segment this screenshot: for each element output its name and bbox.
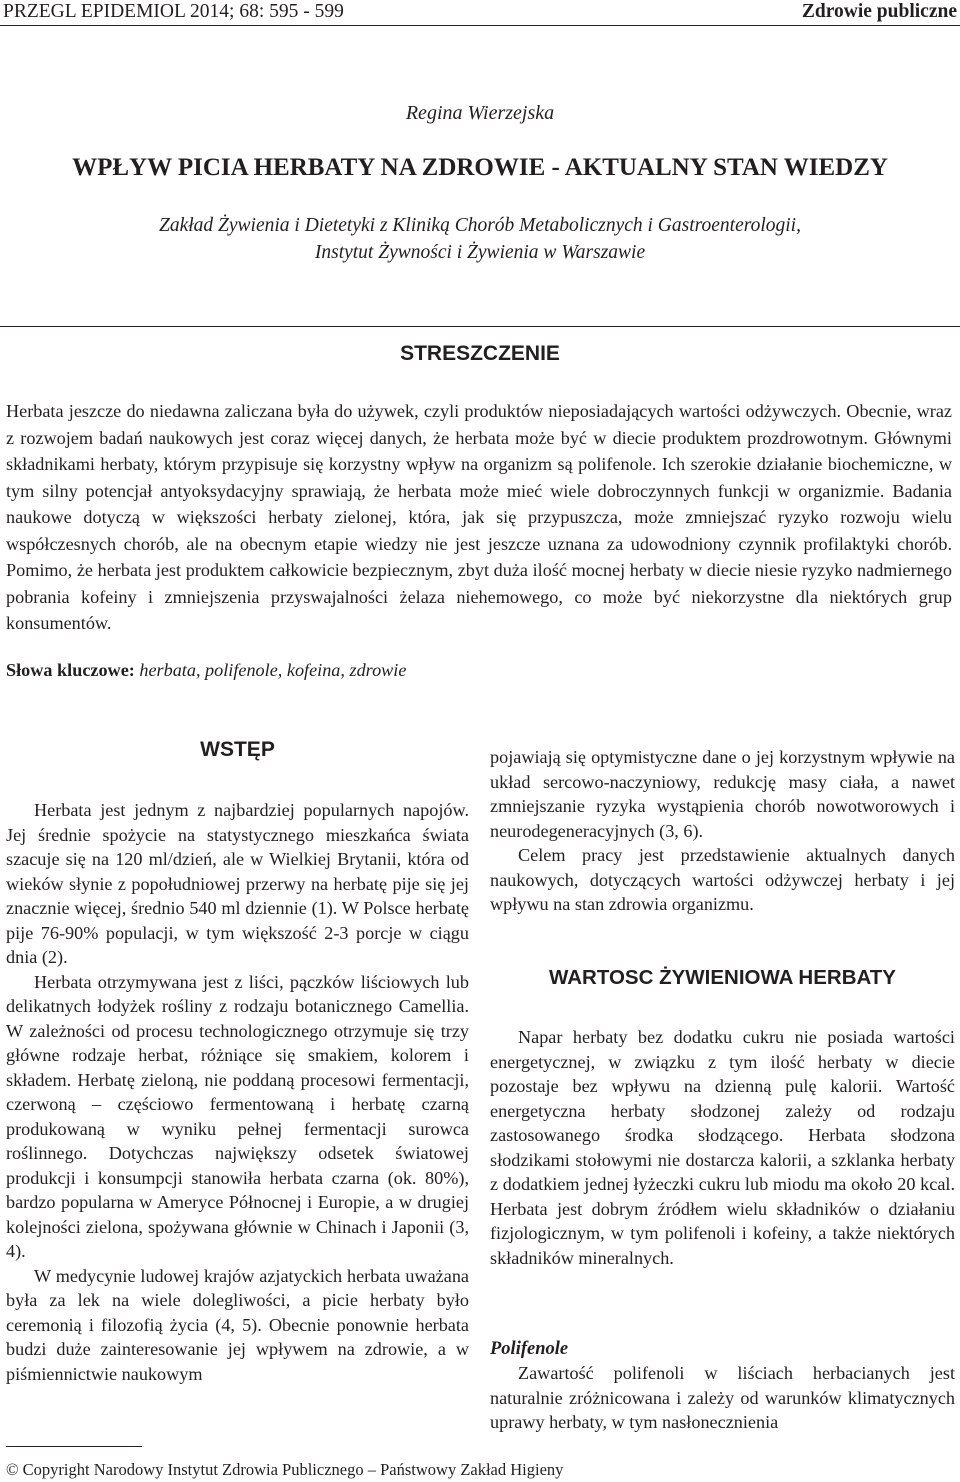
paragraph: Celem pracy jest przedstawienie aktualnych danych naukowych, dotyczących wartości odżywczej herbaty i jej wpływu na stan zdrowia organizmu.: [490, 845, 955, 914]
paragraph: W medycynie ludowej krajów azjatyckich herbata uważana była za lek na wiele dolegliwości, a picie herbaty było ceremonią i filozofią życia (4, 5). Obecnie ponownie herbata budzi duże zainteresowanie jej wpływem na zdrowie, a w piśmiennictwie naukowym: [6, 1265, 469, 1384]
polyphenols-section: [490, 1361, 955, 1435]
intro-column: [6, 798, 469, 1386]
paragraph: Zawartość polifenoli w liściach herbacianych jest naturalnie zróżnicowana i zależy od warunków klimatycznych uprawy herbaty, w tym nasłonecznienia: [490, 1363, 955, 1432]
keywords: [6, 657, 946, 683]
paragraph: Herbata jest jednym z najbardziej popularnych napojów. Jej średnie spożycie na statystycznego mieszkańca świata szacuje się na 120 ml/dzień, ale w Wielkiej Brytanii, która od wieków słynie z popołudniowej przerwy na herbatę pije się jej znacznie więcej, średnio 540 ml dziennie (1). W Polsce herbatę pije 76-90% populacji, w tym większość 2-3 porcje w ciągu dnia (2).: [6, 800, 469, 967]
author-name: Regina Wierzejska: [405, 102, 555, 124]
footnote-rule: [6, 1446, 142, 1447]
polyphenols-subheading: Polifenole: [490, 1339, 569, 1359]
paragraph: pojawiają się optymistyczne dane o jej korzystnym wpływie na układ sercowo-naczyniowy, redukcję masy ciała, a nawet zmniejszanie ryzyka wystąpienia chorób nowotworowych i neurodegeneracyjnych (3, 6).: [490, 747, 955, 841]
section-name: Zdrowie publiczne: [801, 1, 957, 22]
paragraph: Napar herbaty bez dodatku cukru nie posiada wartości energetycznej, w związku z tym ilość herbaty w diecie pozostaje bez wpływu na dzienną pulę kalorii. Wartość energetyczna herbaty słodzonej zależy od rodzaju zastosowanego środka słodzącego. Herbata słodzona słodzikami stołowymi nie dostarcza kalorii, a szklanka herbaty z dodatkiem jednej łyżeczki cukru lub miodu ma około 20 kcal. Herbata jest dobrym źródłem wielu składników o działaniu fizjologicznym, w tym polifenoli i kofeiny, a także niektórych składników mineralnych.: [490, 1027, 955, 1268]
affiliation-line: Zakład Żywienia i Dietetyki z Kliniką Chorób Metabolicznych i Gastroenterologii,: [159, 215, 801, 236]
article-title: WPŁYW PICIA HERBATY NA ZDROWIE - AKTUALNY STAN WIEDZY: [72, 154, 888, 181]
right-column-top: [490, 745, 955, 917]
header-rule: [0, 25, 960, 26]
affiliation-line: Instytut Żywności i Żywienia w Warszawie: [314, 242, 646, 263]
keywords-label: Słowa kluczowe:: [6, 660, 135, 680]
nutrition-section: [490, 1025, 955, 1270]
copyright-notice: © Copyright Narodowy Instytut Zdrowia Publicznego – Państwowy Zakład Higieny: [6, 1460, 564, 1479]
paragraph: Herbata otrzymywana jest z liści, pączków liściowych lub delikatnych łodyżek rośliny z rodzaju botanicznego Camellia. W zależności od procesu technologicznego otrzymuje się trzy główne rodzaje herbat, różniące się smakiem, kolorem i składem. Herbatę zieloną, nie poddaną procesowi fermentacji, czerwoną – częściowo fermentowaną i herbatę czarną produkowaną w wyniku pełnej fermentacji surowca roślinnego. Dotychczas największy odsetek światowej produkcji i konsumpcji stanowiła herbata czarna (ok. 80%), bardzo popularna w Ameryce Północnej i Europie, a w drugiej kolejności zielona, spożywana głównie w Chinach i Japonii (3, 4).: [6, 971, 469, 1261]
affiliation: [0, 212, 960, 266]
keywords-values: herbata, polifenole, kofeina, zdrowie: [139, 660, 407, 680]
nutrition-heading: WARTOSC ŻYWIENIOWA HERBATY: [549, 966, 896, 989]
abstract-heading: STRESZCZENIE: [400, 342, 560, 365]
journal-citation: PRZEGL EPIDEMIOL 2014; 68: 595 - 599: [3, 1, 344, 22]
intro-heading: WSTĘP: [200, 738, 275, 761]
abstract-rule: [0, 326, 960, 327]
abstract-text: Herbata jeszcze do niedawna zaliczana była do używek, czyli produktów nieposiadających wartości odżywczych. Obecnie, wraz z rozwojem badań naukowych jest coraz więcej danych, że herbata może być w diecie produktem prozdrowotnym. Głównymi składnikami herbaty, którym przypisuje się korzystny wpływ na organizm są polifenole. Ich szerokie działanie biochemiczne, w tym silny potencjał antyoksydacyjny sprawiają, że herbata może mieć wiele dobroczynnych funkcji w organizmie. Badania naukowe dotyczą w większości herbaty zielonej, która, jak się przypuszcza, może zmniejszać ryzyko rozwoju wielu współczesnych chorób, ale na obecnym etapie wiedzy nie jest jeszcze uznana za udowodniony czynnik profilaktyki chorób. Pomimo, że herbata jest produktem całkowicie bezpiecznym, zbyt duża ilość mocnej herbaty w diecie niesie ryzyko nadmiernego pobrania kofeiny i zmniejszenia przyswajalności żelaza niehemowego, co może być niekorzystne dla niektórych grup konsumentów.: [6, 401, 952, 633]
running-header: [3, 0, 957, 24]
